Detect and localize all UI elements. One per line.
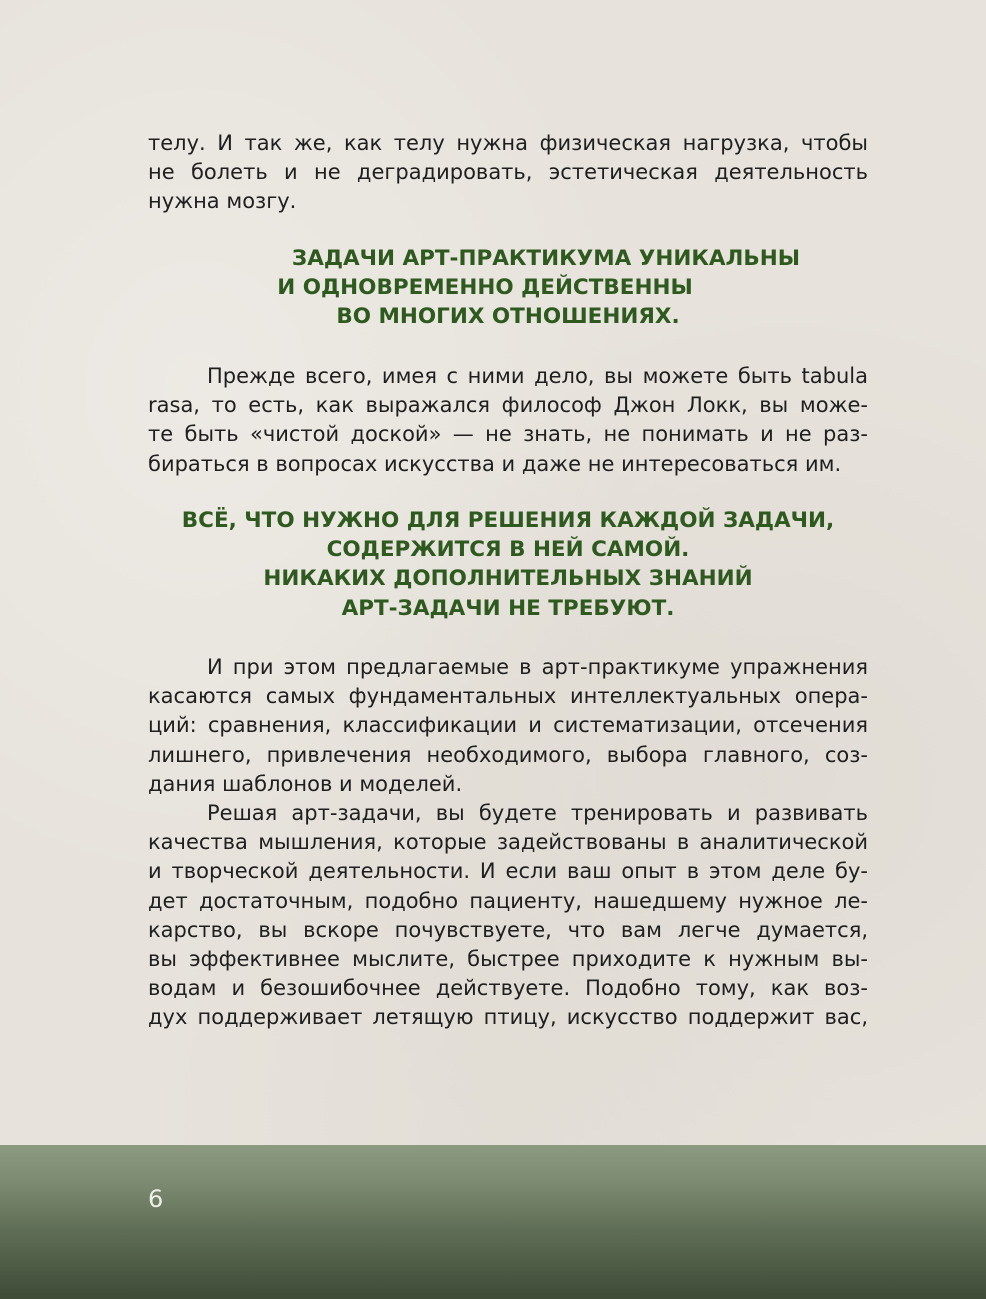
paragraph-line: лишнего, привлечения необходимого, выбора главного, соз- [148, 742, 868, 767]
paragraph-line: дет достаточным, подобно пациенту, нашедшему нужное ле- [148, 888, 868, 913]
page-number: 6 [148, 1185, 164, 1213]
heading-line: СОДЕРЖИТСЯ В НЕЙ САМОЙ. [326, 537, 690, 563]
heading-line: ВО МНОГИХ ОТНОШЕНИЯХ. [336, 304, 680, 330]
highlight-heading-2 [148, 506, 868, 623]
paragraph-line: телу. И так же, как телу нужна физическая нагрузка, чтобы [148, 131, 868, 155]
paragraph-1 [148, 129, 868, 217]
footer-band [0, 1145, 986, 1299]
paragraph-2 [148, 362, 868, 479]
paragraph-line: Решая арт-задачи, вы будете тренировать и развивать [207, 801, 868, 825]
paragraph-line: rasa, то есть, как выражался философ Джон Локк, вы може- [148, 393, 868, 418]
paragraph-line: бираться в вопросах искусства и даже не интересоваться им. [148, 451, 842, 476]
paragraph-line: ций: сравнения, классификации и систематизации, отсечения [148, 713, 868, 738]
paragraph-line: вы эффективнее мыслите, быстрее приходите к нужным вы- [148, 947, 868, 972]
heading-line: АРТ-ЗАДАЧИ НЕ ТРЕБУЮТ. [341, 595, 675, 621]
paragraph-line: И при этом предлагаемые в арт-практикуме упражнения [207, 655, 868, 679]
paragraph-4 [148, 799, 868, 1033]
paragraph-line: дания шаблонов и моделей. [148, 771, 463, 796]
heading-line: НИКАКИХ ДОПОЛНИТЕЛЬНЫХ ЗНАНИЙ [263, 566, 753, 592]
paragraph-line: не болеть и не деградировать, эстетическая деятельность [148, 160, 868, 185]
paragraph-line: и творческой деятельности. И если ваш опыт в этом деле бу- [148, 859, 868, 884]
paragraph-line: касаются самых фундаментальных интеллектуальных опера- [148, 684, 868, 709]
paragraph-line: нужна мозгу. [148, 189, 297, 214]
paragraph-line: водам и безошибочнее действуете. Подобно тому, как воз- [148, 976, 868, 1001]
paragraph-line: Прежде всего, имея с ними дело, вы можете быть tabula [207, 364, 868, 388]
heading-line: И ОДНОВРЕМЕННО ДЕЙСТВЕННЫ [277, 275, 693, 301]
paragraph-line: качества мышления, которые задействованы в аналитической [148, 830, 868, 855]
heading-line: ВСЁ, ЧТО НУЖНО ДЛЯ РЕШЕНИЯ КАЖДОЙ ЗАДАЧИ, [181, 508, 835, 533]
paragraph-3 [148, 653, 868, 799]
heading-line: ЗАДАЧИ АРТ-ПРАКТИКУМА УНИКАЛЬНЫ [291, 246, 801, 271]
paragraph-line: дух поддерживает летящую птицу, искусство поддержит вас, [148, 1005, 868, 1030]
paragraph-line: те быть «чистой доской» — не знать, не понимать и не раз- [148, 422, 868, 447]
paragraph-line: карство, вы вскоре почувствуете, что вам легче думается, [148, 917, 868, 942]
highlight-heading-1 [148, 244, 868, 332]
